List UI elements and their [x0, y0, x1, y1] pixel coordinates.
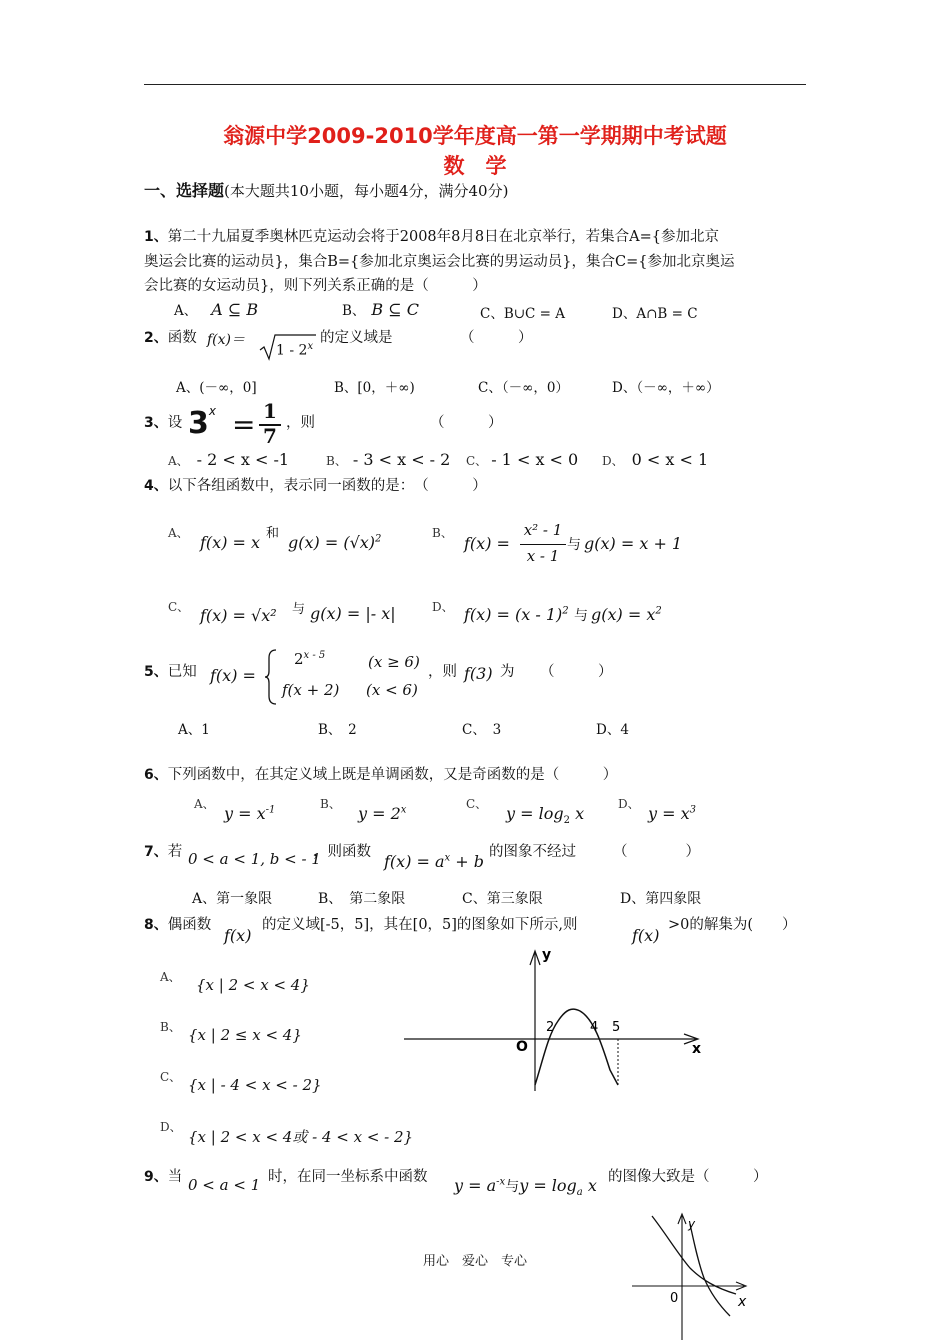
q3-stem: [144, 410, 182, 437]
q3-option-d: [602, 450, 708, 469]
q4-option-b-g: g(x) = x + 1: [584, 534, 683, 553]
q8-option-a-label: A、: [160, 970, 181, 984]
q3-text-b: ，则: [286, 415, 315, 431]
q5-option-c: C、 3: [462, 722, 502, 738]
q2-option-d: D、（－∞，＋∞）: [612, 380, 720, 396]
q3-option-a-math: - 2 < x < -1: [196, 450, 290, 469]
top-rule: [144, 84, 806, 85]
q9-graph-curve-log: [690, 1224, 730, 1316]
q9-with: 与: [505, 1179, 520, 1195]
q4-text: 以下各组函数中，表示同一函数的是： （ ）: [167, 478, 487, 494]
q9-func: [454, 1176, 597, 1198]
q4-option-d-g-sup: 2: [655, 605, 662, 617]
q1-line1: [144, 224, 719, 251]
q8-option-d: {x | 2 < x < 4或 - 4 < x < - 2}: [188, 1128, 414, 1146]
q4-option-b-bar: [520, 544, 566, 545]
q8-option-b-label: B、: [160, 1020, 181, 1034]
q1-line3: 会比赛的女运动员}，则下列关系正确的是（ ）: [144, 278, 487, 294]
q4-option-b-label: B、: [432, 526, 453, 540]
q1-option-a-label: A、: [174, 303, 198, 319]
q1-line2: 奥运会比赛的运动员}，集合B={参加北京奥运会比赛的男运动员}，集合C={参加北京奥运: [144, 254, 735, 270]
q5-number: 5、: [144, 664, 168, 680]
q3-option-c-math: - 1 < x < 0: [491, 450, 579, 469]
q6-option-a-sup: -1: [265, 804, 276, 816]
section-info: (本大题共10小题，每小题4分，满分40分): [224, 182, 509, 200]
q6-option-c-text: y = log: [506, 804, 564, 823]
q6-option-b-label: B、: [320, 797, 341, 811]
q2-option-a: A、(－∞，0]: [176, 380, 257, 396]
q3-fraction-den: 7: [263, 424, 277, 448]
q5-text-b: ，则: [428, 664, 457, 680]
q6-option-d-label: D、: [618, 797, 640, 811]
q6-option-a-text: y = x: [224, 804, 266, 823]
q4-option-a-f: f(x) = x: [200, 533, 261, 552]
q6-option-d: [648, 804, 696, 823]
q8-graph-origin: O: [516, 1039, 528, 1055]
q8-option-a: {x | 2 < x < 4}: [196, 976, 310, 994]
q3-number: 3、: [144, 415, 168, 431]
q6-option-a-label: A、: [194, 797, 215, 811]
q9-func2-sub: a: [576, 1187, 583, 1199]
q7-func: [384, 852, 484, 871]
q7-func-tail: + b: [450, 852, 485, 871]
q7-condition: 0 < a < 1, b < - 1: [188, 850, 321, 868]
q2-radicand-text: 1 - 2: [276, 342, 308, 359]
q4-option-d-with: 与: [574, 608, 588, 624]
q3-option-b: [326, 450, 450, 469]
q5-answer-paren: （ ）: [540, 664, 613, 680]
q9-graph-x-label: x: [738, 1294, 747, 1310]
q2-text-b: 的定义域是: [320, 330, 393, 346]
q4-stem: [144, 473, 487, 500]
q7-number: 7、: [144, 844, 168, 860]
q8-graph-tick-5: 5: [612, 1020, 621, 1035]
q5-f3: f(3): [464, 664, 493, 683]
q6-option-b-sup: x: [400, 804, 407, 816]
q4-option-a-label: A、: [168, 526, 189, 540]
q5-stem: [144, 659, 197, 686]
q8-option-b: {x | 2 ≤ x < 4}: [188, 1026, 302, 1044]
q1-option-b: [342, 299, 419, 319]
q3-option-d-label: D、: [602, 454, 624, 468]
q7-option-b: B、 第二象限: [318, 891, 406, 907]
q8-graph-tick-4: 4: [590, 1020, 599, 1035]
q7-text-a: 若: [167, 844, 183, 860]
q5-case2-expr: f(x + 2): [282, 681, 340, 699]
q6-option-d-sup: 3: [689, 804, 697, 816]
q7-option-d: D、第四象限: [620, 891, 702, 907]
q2-fx: f(x)＝: [207, 332, 246, 348]
q5-case1-cond: (x ≥ 6): [368, 653, 420, 671]
q7-option-c: C、第三象限: [462, 891, 543, 907]
q4-option-b-num: x² - 1: [523, 521, 563, 539]
q4-option-c-g: g(x) = |- x|: [310, 604, 396, 623]
q2-option-b: B、[0，＋∞): [334, 380, 415, 396]
q7-text-b: ，则函数: [313, 844, 371, 860]
q2-radicand: [276, 341, 313, 359]
q5-text-a: 已知: [167, 664, 197, 680]
q4-option-a-and: 和: [266, 526, 280, 541]
q1-option-b-math: B ⊆ C: [371, 300, 419, 319]
q8-graph-x-label: x: [692, 1041, 702, 1057]
q4-option-c-with: 与: [292, 602, 306, 617]
q1-number: 1、: [144, 229, 168, 245]
q3-option-a: [168, 450, 289, 469]
q8-option-c: {x | - 4 < x < - 2}: [188, 1076, 322, 1094]
q8-graph-tick-2: 2: [546, 1020, 555, 1035]
q3-option-a-label: A、: [168, 454, 189, 468]
q4-option-c-f: f(x) = √x²: [200, 606, 277, 625]
q6-option-c-label: C、: [466, 797, 488, 811]
q8-text-c: >0的解集为( ）: [668, 917, 797, 933]
section-heading: [144, 178, 508, 201]
q1-option-b-label: B、: [342, 303, 366, 319]
q6-stem: [144, 762, 617, 789]
q3-fraction-num: 1: [263, 399, 277, 423]
q7-text-c: 的图象不经过: [489, 844, 576, 860]
q8-graph-y-label: y: [542, 947, 552, 963]
q4-option-a-g-sup: 2: [375, 533, 382, 545]
q8-option-c-label: C、: [160, 1070, 182, 1084]
q8-fx2: f(x): [632, 926, 660, 945]
exam-title: 翁源中学2009-2010学年度高一第一学期期中考试题: [223, 124, 727, 148]
q4-option-b-den: x - 1: [526, 547, 560, 565]
q5-option-b: B、 2: [318, 722, 357, 738]
q7-func-text: f(x) = a: [384, 852, 445, 871]
q7-stem: [144, 839, 182, 866]
section-name: 一、选择题: [144, 181, 225, 200]
q8-option-d-label: D、: [160, 1120, 182, 1134]
q8-text-b: 的定义域[-5，5]，其在[0，5]的图象如下所示,则: [262, 917, 578, 933]
q6-option-b: [358, 804, 406, 823]
q5-case1-exp: x - 5: [303, 650, 326, 661]
q2-stem: [144, 325, 197, 352]
q5-case1-expr: [294, 650, 325, 668]
q3-option-c: [466, 450, 578, 469]
q9-graph-origin: 0: [670, 1291, 679, 1306]
q4-option-a-g-text: g(x) = (√x): [288, 533, 376, 552]
q4-option-d-g: [591, 605, 662, 624]
q2-answer-paren: （ ）: [460, 330, 533, 346]
q3-option-c-label: C、: [466, 454, 488, 468]
q9-graph: [626, 1212, 756, 1342]
q1-option-c: C、B∪C = A: [480, 306, 566, 322]
q2-text-a: 函数: [167, 330, 197, 346]
q6-option-c-sub: 2: [563, 815, 570, 827]
q6-number: 6、: [144, 767, 168, 783]
q4-option-b-with: 与: [567, 537, 581, 553]
q5-text-c: 为: [500, 664, 515, 680]
q9-text-c: 的图像大致是（ ）: [608, 1169, 768, 1185]
q2-radicand-exp: x: [307, 341, 314, 352]
q9-number: 9、: [144, 1169, 168, 1185]
q6-text: 下列函数中，在其定义域上既是单调函数，又是奇函数的是（ ）: [167, 767, 618, 783]
q6-option-d-text: y = x: [648, 804, 690, 823]
q4-option-c-label: C、: [168, 600, 190, 614]
q8-text-a: 偶函数: [167, 917, 212, 933]
q2-option-c: C、（－∞，0）: [478, 380, 569, 396]
q3-base-num: 3: [188, 406, 209, 441]
q3-equals: =: [232, 408, 256, 441]
q9-condition: 0 < a < 1: [188, 1176, 261, 1194]
page-footer: 用心 爱心 专心: [422, 1254, 527, 1269]
q9-func-text: y = a: [454, 1176, 497, 1195]
q4-option-d-label: D、: [432, 600, 454, 614]
q9-func2-text: y = log: [519, 1176, 577, 1195]
q8-stem: [144, 912, 211, 939]
q7-option-a: A、第一象限: [192, 891, 273, 907]
q5-option-d: D、4: [596, 722, 629, 738]
q4-option-d-f-text: f(x) = (x - 1): [464, 605, 563, 624]
q6-option-a: [224, 804, 275, 823]
q3-answer-paren: （ ）: [430, 415, 503, 431]
q4-option-d-g-text: g(x) = x: [591, 605, 656, 624]
q8-fx: f(x): [224, 926, 252, 945]
q3-text-a: 设: [167, 415, 183, 431]
q1-option-d: D、A∩B = C: [612, 306, 698, 322]
q6-option-b-text: y = 2: [358, 804, 401, 823]
q4-option-d-f-sup: 2: [562, 605, 569, 617]
q4-option-a-g: [288, 533, 381, 552]
q1-option-a-math: A ⊆ B: [211, 300, 259, 319]
q3-option-b-math: - 3 < x < - 2: [352, 450, 451, 469]
q3-base-exp: x: [208, 404, 216, 418]
q5-option-a: A、1: [178, 722, 210, 738]
q3-option-b-label: B、: [326, 454, 347, 468]
q9-func-sup: -x: [496, 1176, 506, 1188]
q3-base: [188, 404, 216, 441]
q6-option-c-tail: x: [569, 804, 585, 823]
q5-fx: f(x) =: [210, 666, 256, 685]
q8-number: 8、: [144, 917, 168, 933]
q7-answer-paren: （ ）: [613, 844, 700, 860]
q9-graph-y-label: y: [688, 1217, 696, 1231]
q8-graph: [398, 945, 710, 1095]
q4-option-b-f: f(x) =: [464, 534, 510, 553]
q4-number: 4、: [144, 478, 168, 494]
q6-option-c: [506, 804, 584, 826]
q4-option-d-f: [464, 605, 569, 624]
q5-case2-cond: (x < 6): [366, 681, 418, 699]
q1-option-a: [174, 299, 258, 319]
q1-text1: 第二十九届夏季奥林匹克运动会将于2008年8月8日在北京举行，若集合A={参加北京: [167, 229, 719, 245]
q9-text-a: 当: [167, 1169, 183, 1185]
q3-option-d-math: 0 < x < 1: [631, 450, 709, 469]
q9-text-b: 时，在同一坐标系中函数: [268, 1169, 428, 1185]
q9-func2-tail: x: [582, 1176, 597, 1195]
q5-case1-base: 2: [294, 650, 304, 668]
q2-number: 2、: [144, 330, 168, 346]
exam-subject: 数 学: [443, 154, 507, 178]
q7-func-sup: x: [444, 852, 451, 864]
q9-stem: [144, 1164, 182, 1191]
q5-brace: [264, 648, 278, 706]
